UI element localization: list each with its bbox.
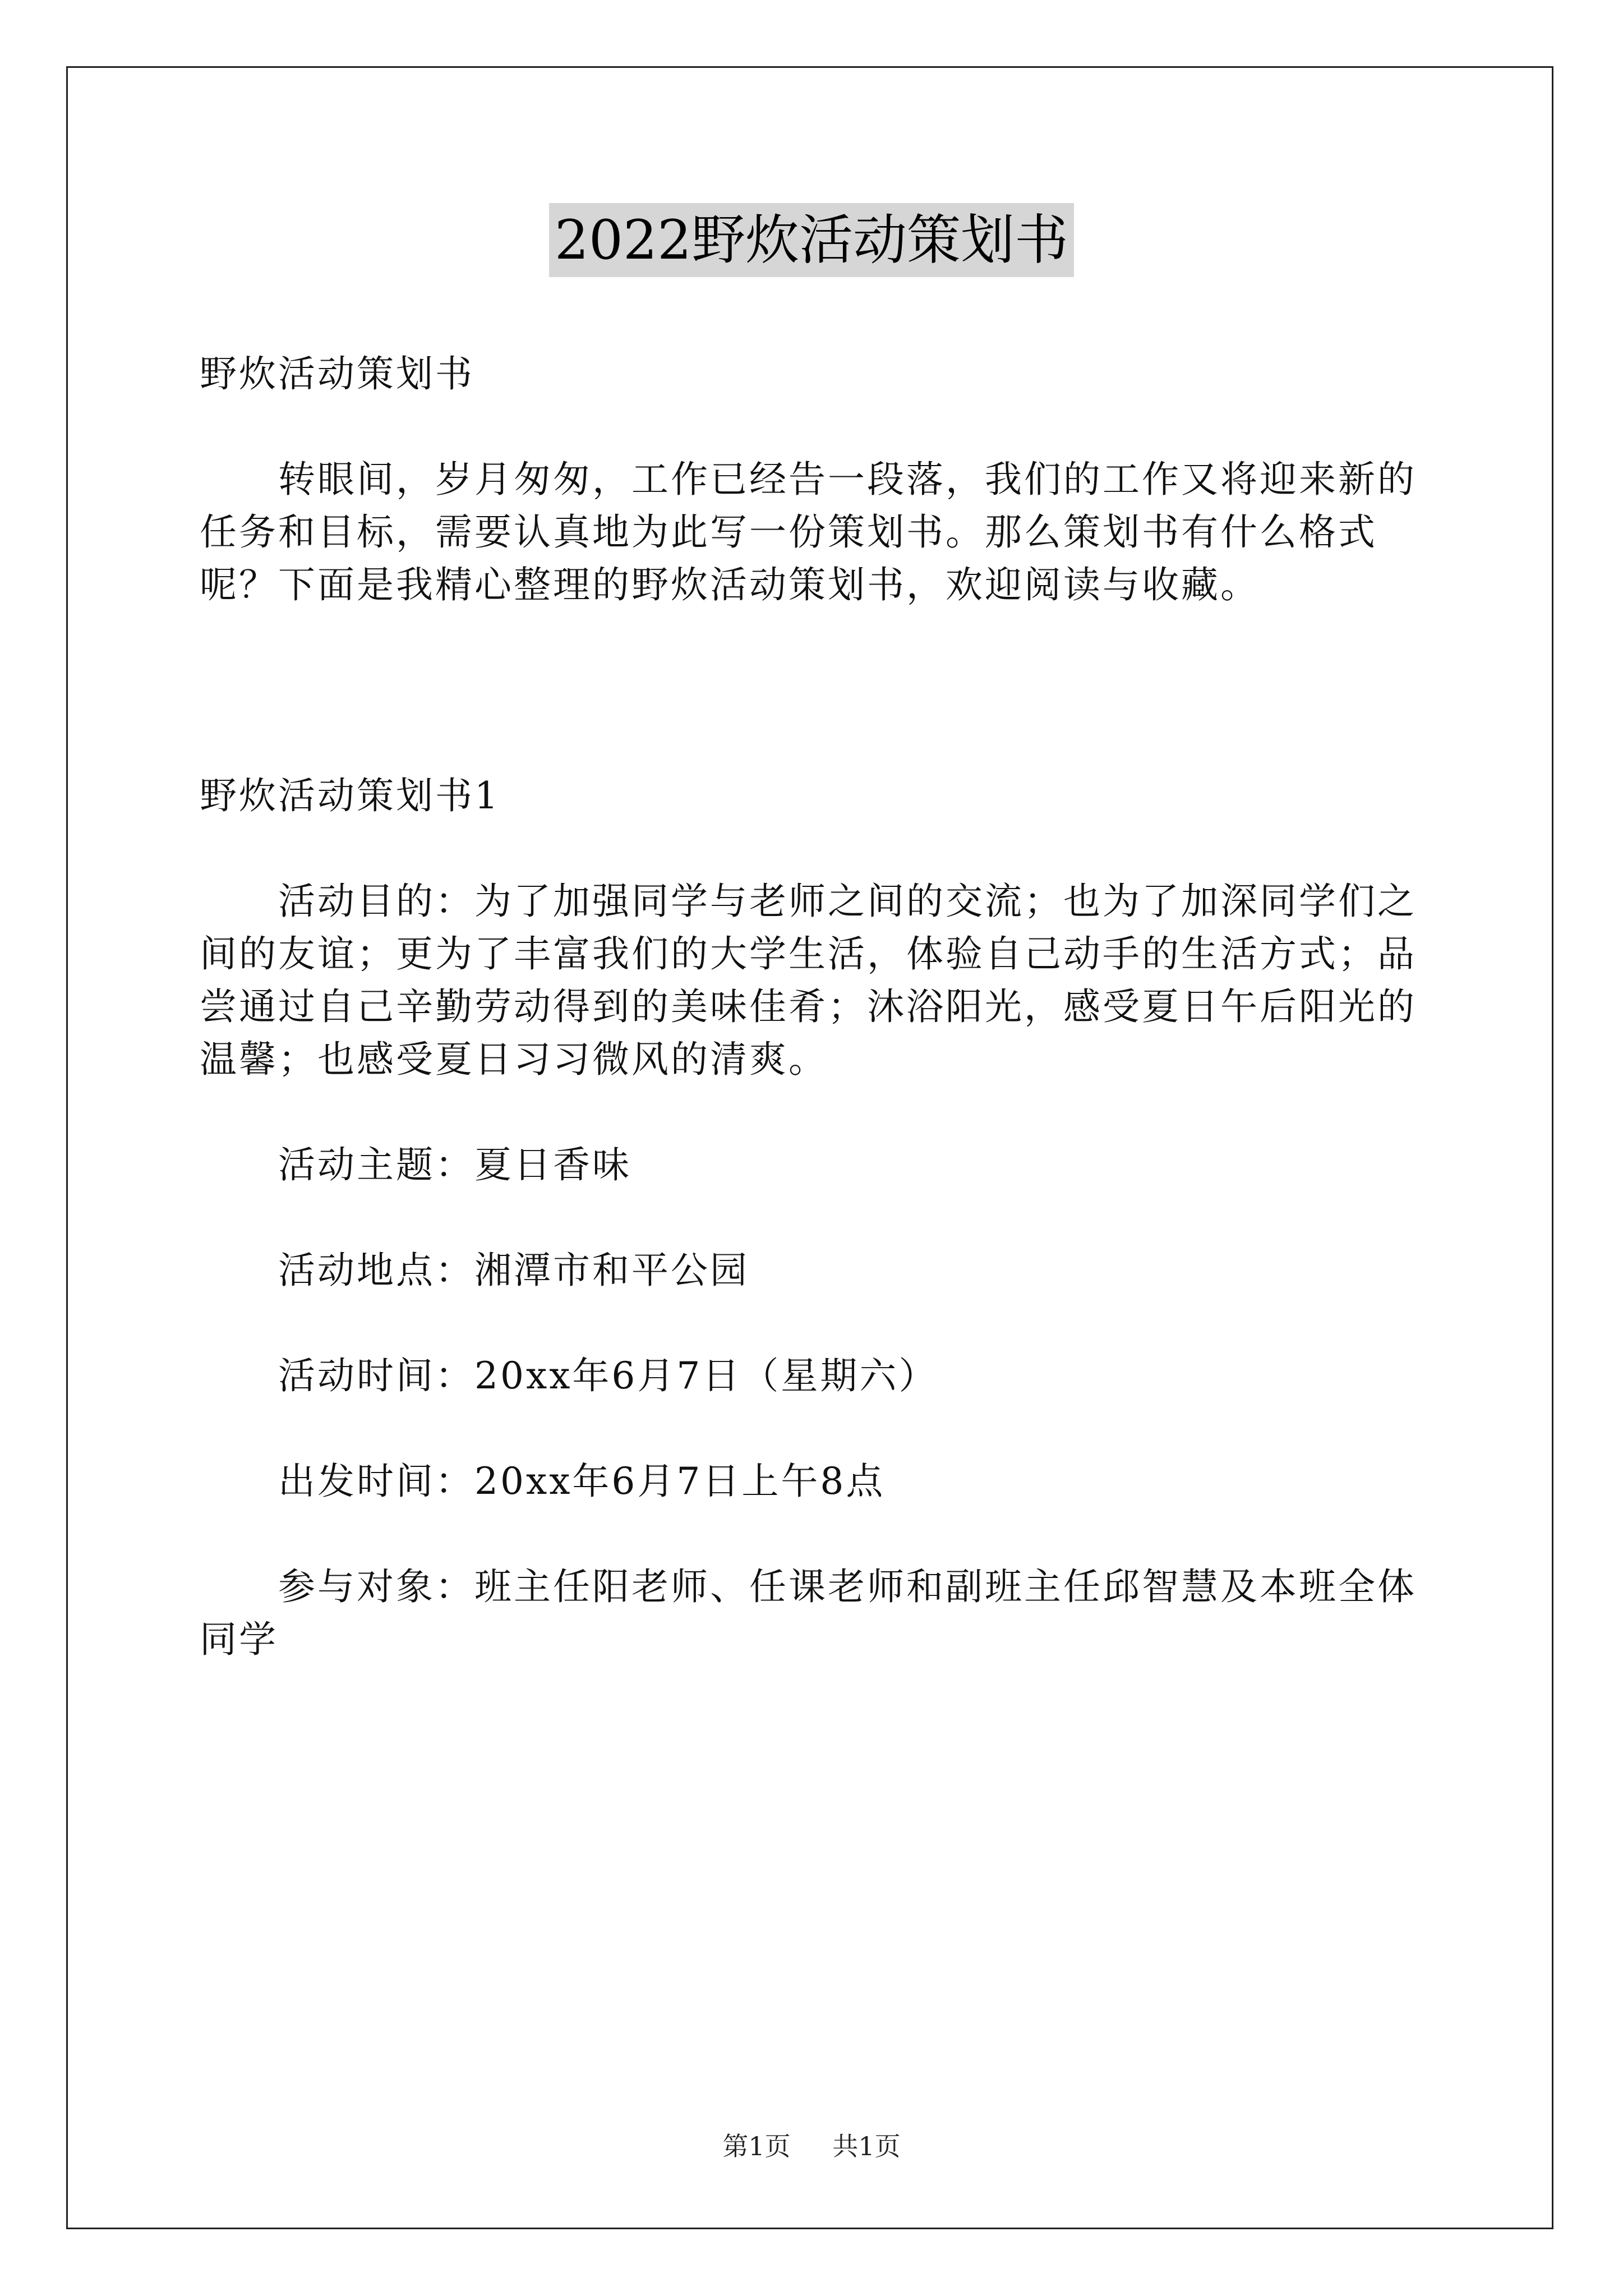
time-line: 活动时间：20xx年6月7日（星期六） <box>278 1354 938 1397</box>
page-number-current: 第1页 <box>722 2131 791 2161</box>
page-footer <box>0 2129 1623 2163</box>
participants-paragraph: 参与对象：班主任阳老师、任课老师和副班主任邱智慧及本班全体同学 <box>200 1565 1417 1661</box>
page-number-total: 共1页 <box>832 2131 901 2161</box>
location-line: 活动地点：湘潭市和平公园 <box>278 1249 749 1292</box>
document-body <box>200 348 1439 1719</box>
purpose-paragraph: 活动目的：为了加强同学与老师之间的交流；也为了加深同学们之间的友谊；更为了丰富我们的大学生活，体验自己动手的生活方式；品尝通过自己辛勤劳动得到的美味佳肴；沐浴阳光，感受夏日午后阳光的温馨；也感受夏日习习微风的清爽。 <box>200 880 1417 1081</box>
section-heading: 野炊活动策划书1 <box>200 774 500 817</box>
title-container <box>0 203 1623 277</box>
departure-line: 出发时间：20xx年6月7日上午8点 <box>278 1460 886 1503</box>
intro-paragraph: 转眼间，岁月匆匆，工作已经告一段落，我们的工作又将迎来新的任务和目标，需要认真地为此写一份策划书。那么策划书有什么格式呢？下面是我精心整理的野炊活动策划书，欢迎阅读与收藏。 <box>200 458 1417 606</box>
document-title: 2022野炊活动策划书 <box>549 203 1074 277</box>
theme-line: 活动主题：夏日香味 <box>278 1143 631 1186</box>
subtitle: 野炊活动策划书 <box>200 352 474 395</box>
